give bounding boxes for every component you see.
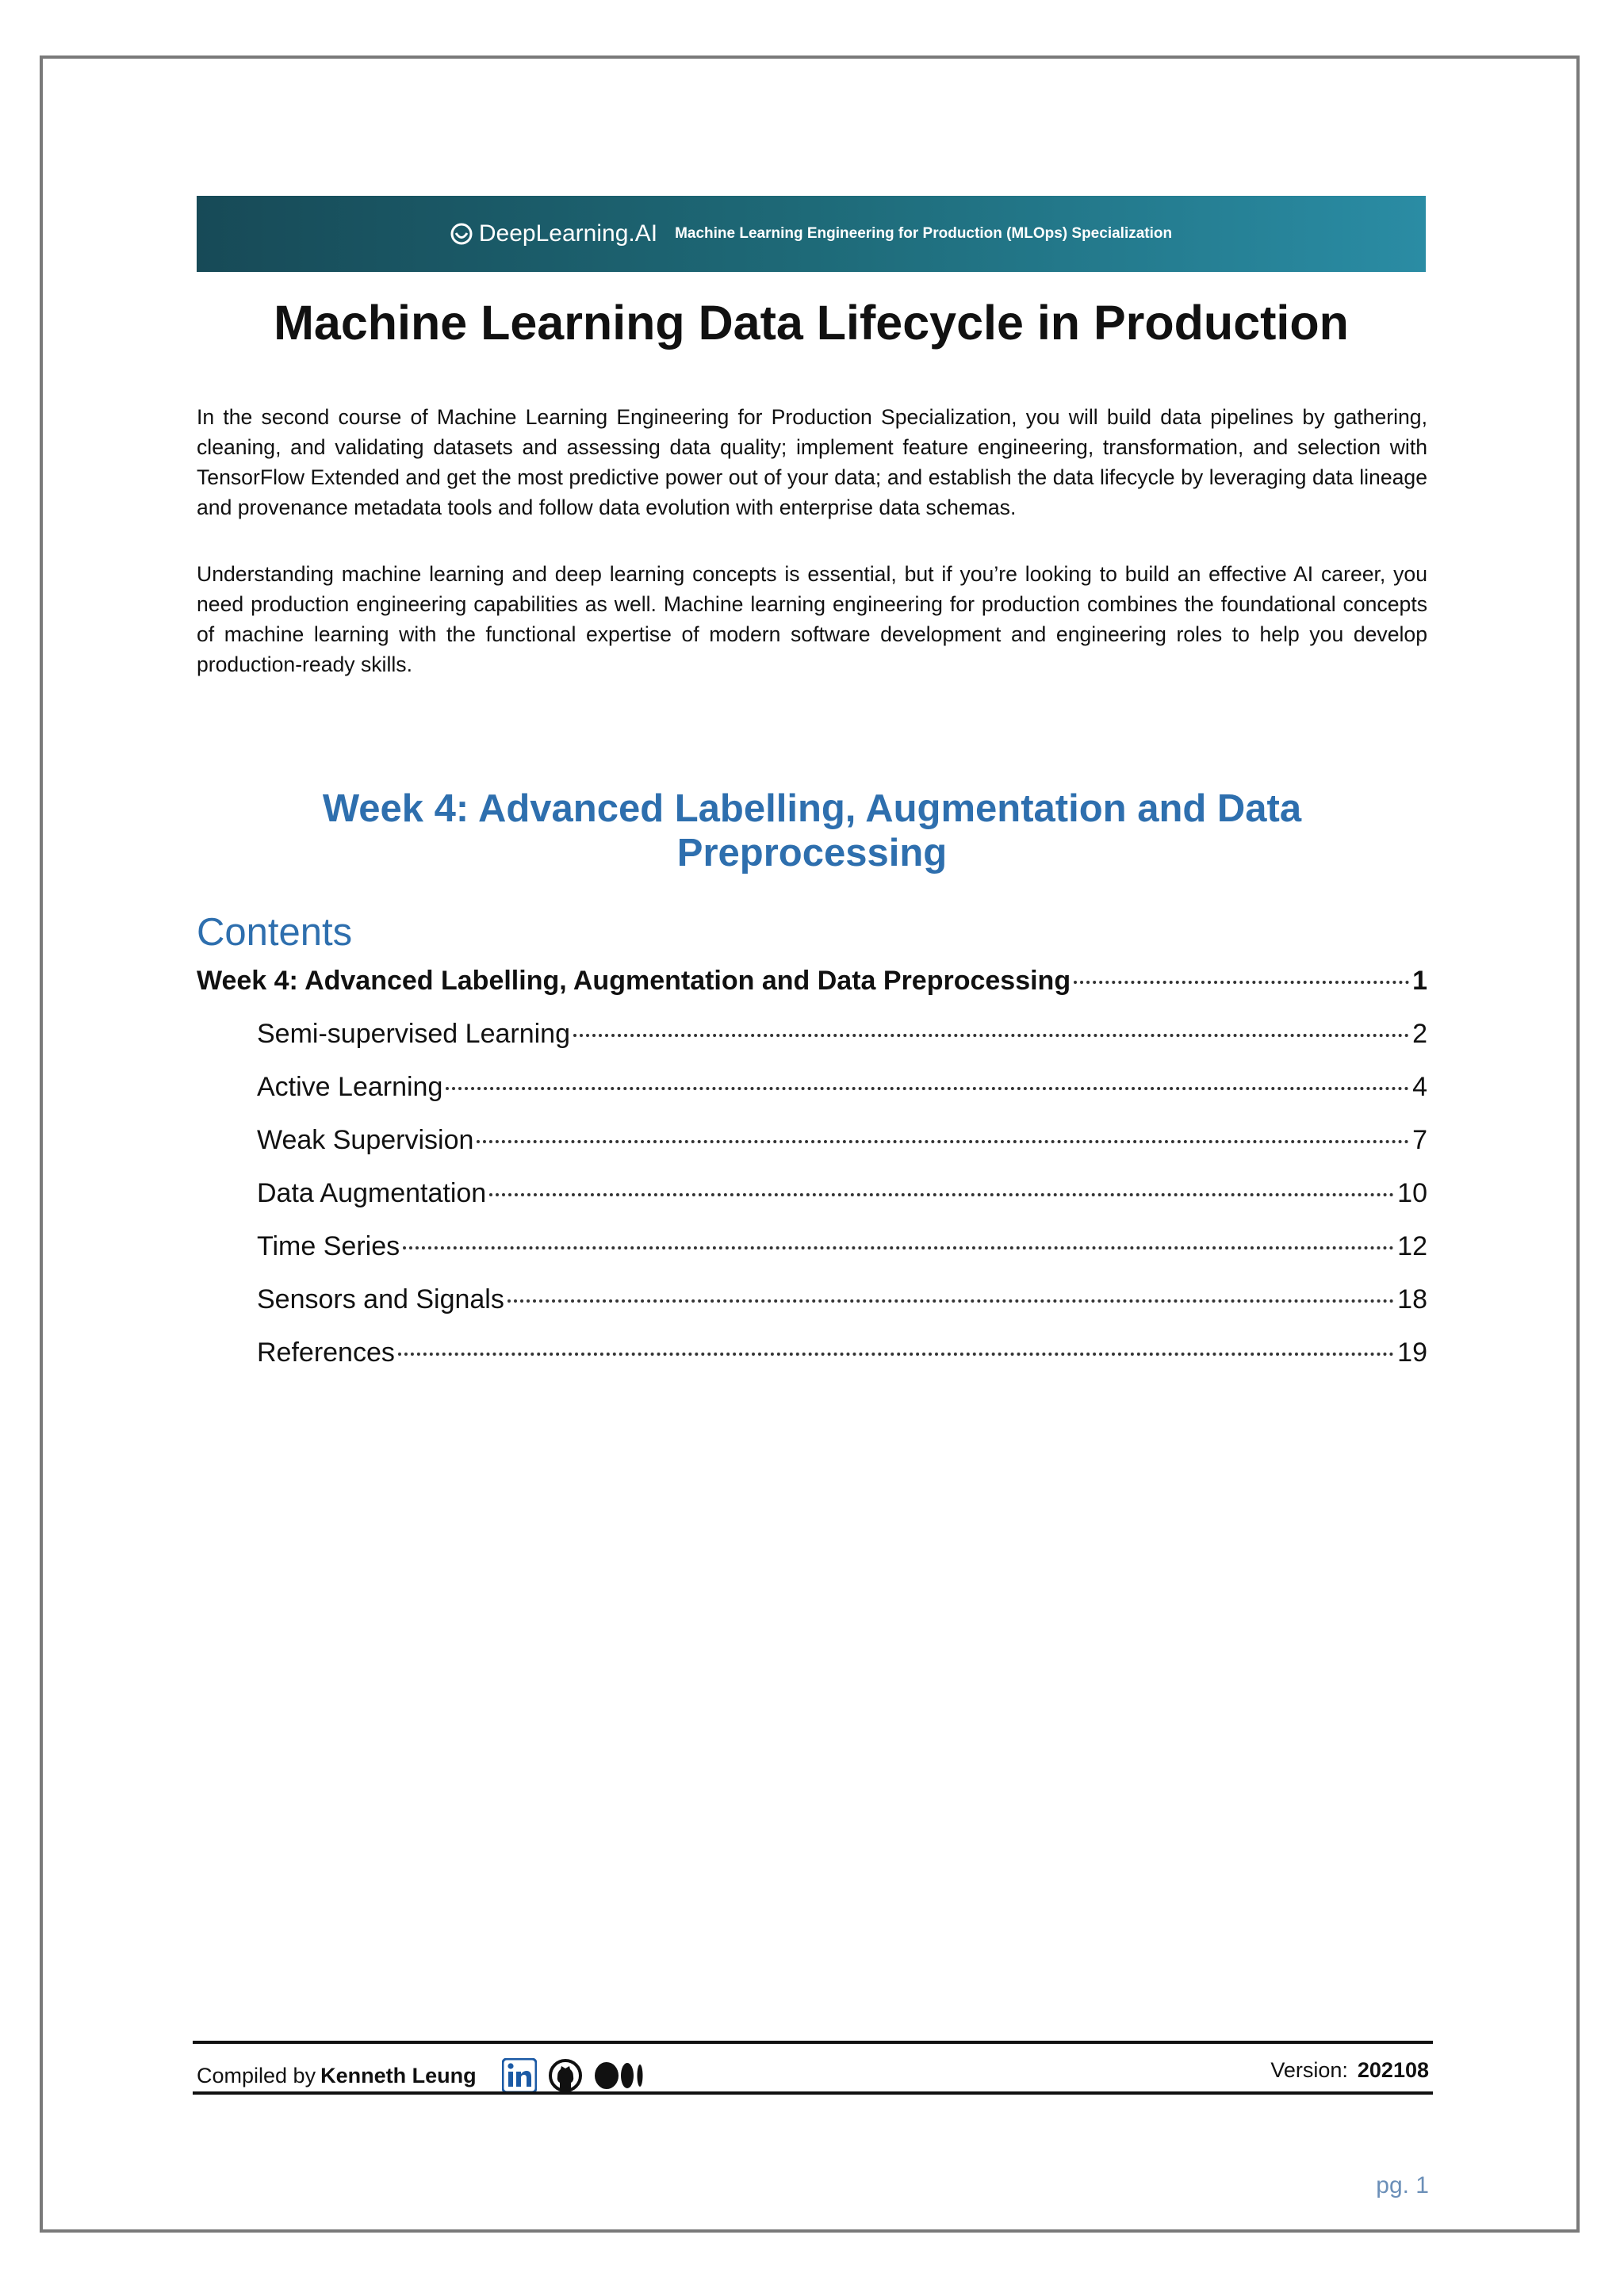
intro-paragraph-1: In the second course of Machine Learning Engineering for Production Specialization, you will build data pipelines by gathering, cleaning, and validating datasets and assessing data quality; implement feature engineering, transformation, and selection with TensorFlow Extended and get the most predictive power out of your data; and establish the data lifecycle by leveraging data lineage and provenance metadata tools and follow data evolution with enterprise data schemas.: [197, 405, 1427, 519]
toc-item-sensors-and-signals[interactable]: [197, 1284, 1427, 1337]
toc-item-page: 19: [1397, 1337, 1427, 1368]
document-title: Machine Learning Data Lifecycle in Production: [274, 296, 1349, 350]
toc-item-page: 12: [1397, 1231, 1427, 1261]
toc-item-label: References: [257, 1337, 395, 1368]
footer-credit: [197, 2058, 646, 2093]
toc-leader-dots: [446, 1087, 1409, 1090]
version-label: Version:: [1270, 2058, 1348, 2082]
toc-item-references[interactable]: [197, 1337, 1427, 1391]
toc-item-data-augmentation[interactable]: [197, 1178, 1427, 1231]
course-banner: [197, 196, 1426, 272]
toc-item-label: Weak Supervision: [257, 1125, 474, 1155]
footer-top-rule: [193, 2041, 1433, 2044]
footer-version: [1270, 2058, 1429, 2083]
deeplearning-logo-icon: [450, 223, 473, 245]
specialization-name: Machine Learning Engineering for Production (MLOps) Specialization: [675, 225, 1173, 242]
toc-item-week-4[interactable]: [197, 966, 1427, 1019]
toc-item-page: 18: [1397, 1284, 1427, 1314]
toc-leader-dots: [1074, 981, 1409, 984]
table-of-contents: [197, 966, 1427, 1391]
toc-item-weak-supervision[interactable]: [197, 1125, 1427, 1178]
deeplearning-ai-logo: [450, 220, 657, 247]
toc-item-page: 4: [1412, 1072, 1427, 1102]
toc-leader-dots: [508, 1299, 1394, 1303]
linkedin-icon[interactable]: [502, 2058, 537, 2093]
toc-item-label: Semi-supervised Learning: [257, 1019, 570, 1049]
toc-leader-dots: [398, 1353, 1394, 1356]
toc-item-label: Data Augmentation: [257, 1178, 487, 1208]
contents-heading: Contents: [197, 911, 353, 954]
toc-item-active-learning[interactable]: [197, 1072, 1427, 1125]
week-heading: Week 4: Advanced Labelling, Augmentation and Data Preprocessing: [322, 787, 1302, 874]
intro-paragraph-2: Understanding machine learning and deep learning concepts is essential, but if you’re looking to build an effective AI career, you need production engineering capabilities as well. Machine learning engineering for production combines the foundational concepts of machine learning with the functional expertise of modern software development and engineering roles to help you develop production-ready skills.: [197, 562, 1427, 676]
toc-leader-dots: [573, 1034, 1409, 1037]
page-number: pg. 1: [1376, 2172, 1429, 2198]
toc-item-label: Time Series: [257, 1231, 400, 1261]
toc-item-label: Active Learning: [257, 1072, 443, 1102]
toc-leader-dots: [489, 1193, 1394, 1196]
toc-item-page: 1: [1412, 966, 1427, 996]
toc-item-page: 10: [1397, 1178, 1427, 1208]
social-links: [502, 2058, 646, 2093]
toc-item-page: 2: [1412, 1019, 1427, 1049]
footer-bottom-rule: [193, 2091, 1433, 2095]
medium-icon[interactable]: [594, 2058, 646, 2093]
author-name: Kenneth Leung: [320, 2063, 477, 2087]
brand-name: DeepLearning.AI: [478, 220, 658, 247]
version-number: 202108: [1357, 2058, 1429, 2082]
toc-item-semi-supervised-learning[interactable]: [197, 1019, 1427, 1072]
toc-item-time-series[interactable]: [197, 1231, 1427, 1284]
toc-item-page: 7: [1412, 1125, 1427, 1155]
toc-leader-dots: [403, 1246, 1394, 1249]
toc-item-label: Sensors and Signals: [257, 1284, 504, 1314]
toc-item-label: Week 4: Advanced Labelling, Augmentation and Data Preprocessing: [197, 966, 1071, 996]
toc-leader-dots: [477, 1140, 1409, 1143]
github-icon[interactable]: [548, 2058, 583, 2093]
compiled-by-label: Compiled by: [197, 2063, 316, 2087]
